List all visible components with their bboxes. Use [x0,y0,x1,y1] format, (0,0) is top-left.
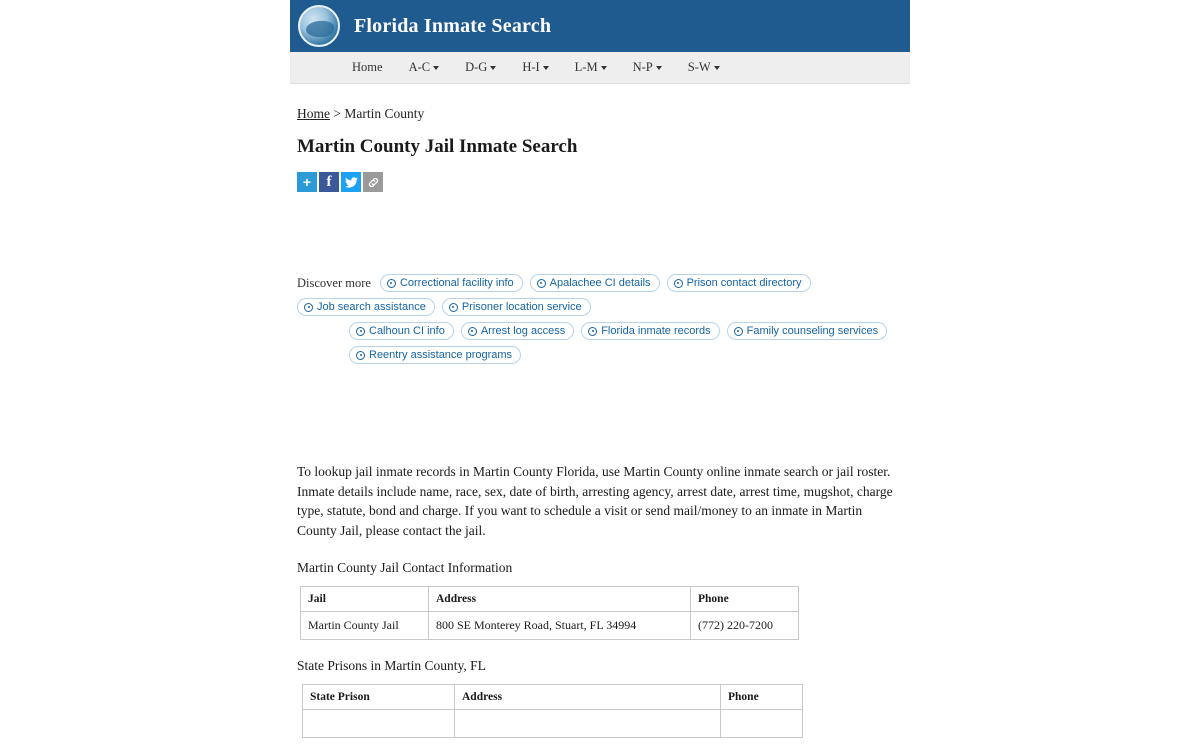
nav-item-h-i[interactable] [522,60,548,75]
cell-prison-phone [721,710,803,738]
discover-chip-family-counseling-services[interactable] [727,322,887,340]
column-header-address: Address [455,685,721,710]
chevron-down-icon [656,66,662,70]
globe-icon [298,5,340,47]
intro-paragraph: To lookup jail inmate records in Martin County Florida, use Martin County online inmate search or jail roster. Inmate details include name, race, sex, date of birth, arresting agency, arrest date, arrest time, mugshot, charge type, statute, bond and charge. If you want to schedule a visit or send mail/money to an inmate in Martin County Jail, please contact the jail. [297,464,893,538]
column-header-phone: Phone [721,685,803,710]
table-row [301,612,799,640]
info-circle-icon [537,279,546,288]
breadcrumb [297,106,898,122]
discover-chip-job-search-assistance[interactable] [297,298,435,316]
chip-label: Calhoun CI info [369,325,445,337]
chevron-down-icon [543,66,549,70]
discover-more-section [297,274,898,364]
breadcrumb-home-link[interactable]: Home [297,106,330,121]
chip-label: Apalachee CI details [549,277,651,289]
chip-label: Family counseling services [746,325,879,337]
page-content [290,84,910,738]
nav-item-label: H-I [522,60,540,74]
info-circle-icon [734,327,743,336]
nav-item-label: N-P [632,60,653,74]
column-header-phone: Phone [691,587,799,612]
cell-jail-name: Martin County Jail [301,612,429,640]
cell-jail-phone: (772) 220-7200 [691,612,799,640]
discover-chip-reentry-assistance-programs[interactable] [349,346,521,364]
discover-chip-calhoun-ci-info[interactable] [349,322,454,340]
table-header-row [301,587,799,612]
discover-row-2 [297,322,898,364]
info-circle-icon [387,279,396,288]
chip-label: Prisoner location service [461,301,582,313]
table-row [303,710,803,738]
chip-label: Job search assistance [317,301,426,313]
main-navigation [290,52,910,84]
nav-item-a-c[interactable] [409,60,440,75]
page-title: Martin County Jail Inmate Search [297,136,578,157]
site-header [290,0,910,52]
discover-chip-arrest-log-access[interactable] [461,322,574,340]
site-container [290,0,910,756]
nav-item-s-w[interactable] [688,60,720,75]
discover-chip-correctional-facility-info[interactable] [380,274,523,292]
chip-label: Reentry assistance programs [369,349,513,361]
chip-label: Prison contact directory [686,277,802,289]
nav-item-d-g[interactable] [465,60,496,75]
state-prisons-table [302,684,803,738]
cell-prison-name [303,710,455,738]
share-buttons [297,172,898,192]
nav-item-l-m[interactable] [575,60,607,75]
contact-section-heading: Martin County Jail Contact Information [297,560,513,575]
nav-item-label: S-W [687,60,711,74]
jail-contact-table [300,586,799,640]
nav-item-home[interactable] [352,60,383,75]
nav-item-label: D-G [465,60,488,74]
addthis-share-icon[interactable]: + [297,172,317,192]
nav-item-label: L-M [574,60,598,74]
info-circle-icon [588,327,597,336]
discover-chip-prison-contact-directory[interactable] [667,274,811,292]
breadcrumb-separator: > [330,106,345,121]
breadcrumb-current: Martin County [344,106,425,121]
copy-link-icon[interactable] [363,172,383,192]
column-header-jail: Jail [301,587,429,612]
cell-jail-address: 800 SE Monterey Road, Stuart, FL 34994 [429,612,691,640]
chip-label: Correctional facility info [399,277,514,289]
ad-slot-top [297,202,898,268]
cell-prison-address [455,710,721,738]
table-header-row [303,685,803,710]
discover-row-1 [297,274,898,316]
discover-chip-prisoner-location-service[interactable] [442,298,591,316]
column-header-address: Address [429,587,691,612]
info-circle-icon [674,279,683,288]
discover-more-label: Discover more [297,275,371,290]
state-prisons-heading: State Prisons in Martin County, FL [297,658,486,673]
site-title: Florida Inmate Search [354,14,552,37]
chevron-down-icon [433,66,439,70]
chip-label: Arrest log access [480,325,566,337]
nav-item-label: Home [352,60,383,74]
nav-item-label: A-C [408,60,431,74]
chevron-down-icon [601,66,607,70]
info-circle-icon [468,327,477,336]
nav-item-n-p[interactable] [633,60,662,75]
twitter-share-icon[interactable] [341,172,361,192]
discover-chip-apalachee-ci-details[interactable] [530,274,660,292]
chip-label: Florida inmate records [601,325,711,337]
chevron-down-icon [490,66,496,70]
discover-chip-florida-inmate-records[interactable] [581,322,719,340]
chevron-down-icon [714,66,720,70]
info-circle-icon [449,303,458,312]
info-circle-icon [304,303,313,312]
column-header-state-prison: State Prison [303,685,455,710]
info-circle-icon [356,351,365,360]
ad-slot-middle [297,370,898,462]
info-circle-icon [356,327,365,336]
facebook-share-icon[interactable]: f [319,172,339,192]
